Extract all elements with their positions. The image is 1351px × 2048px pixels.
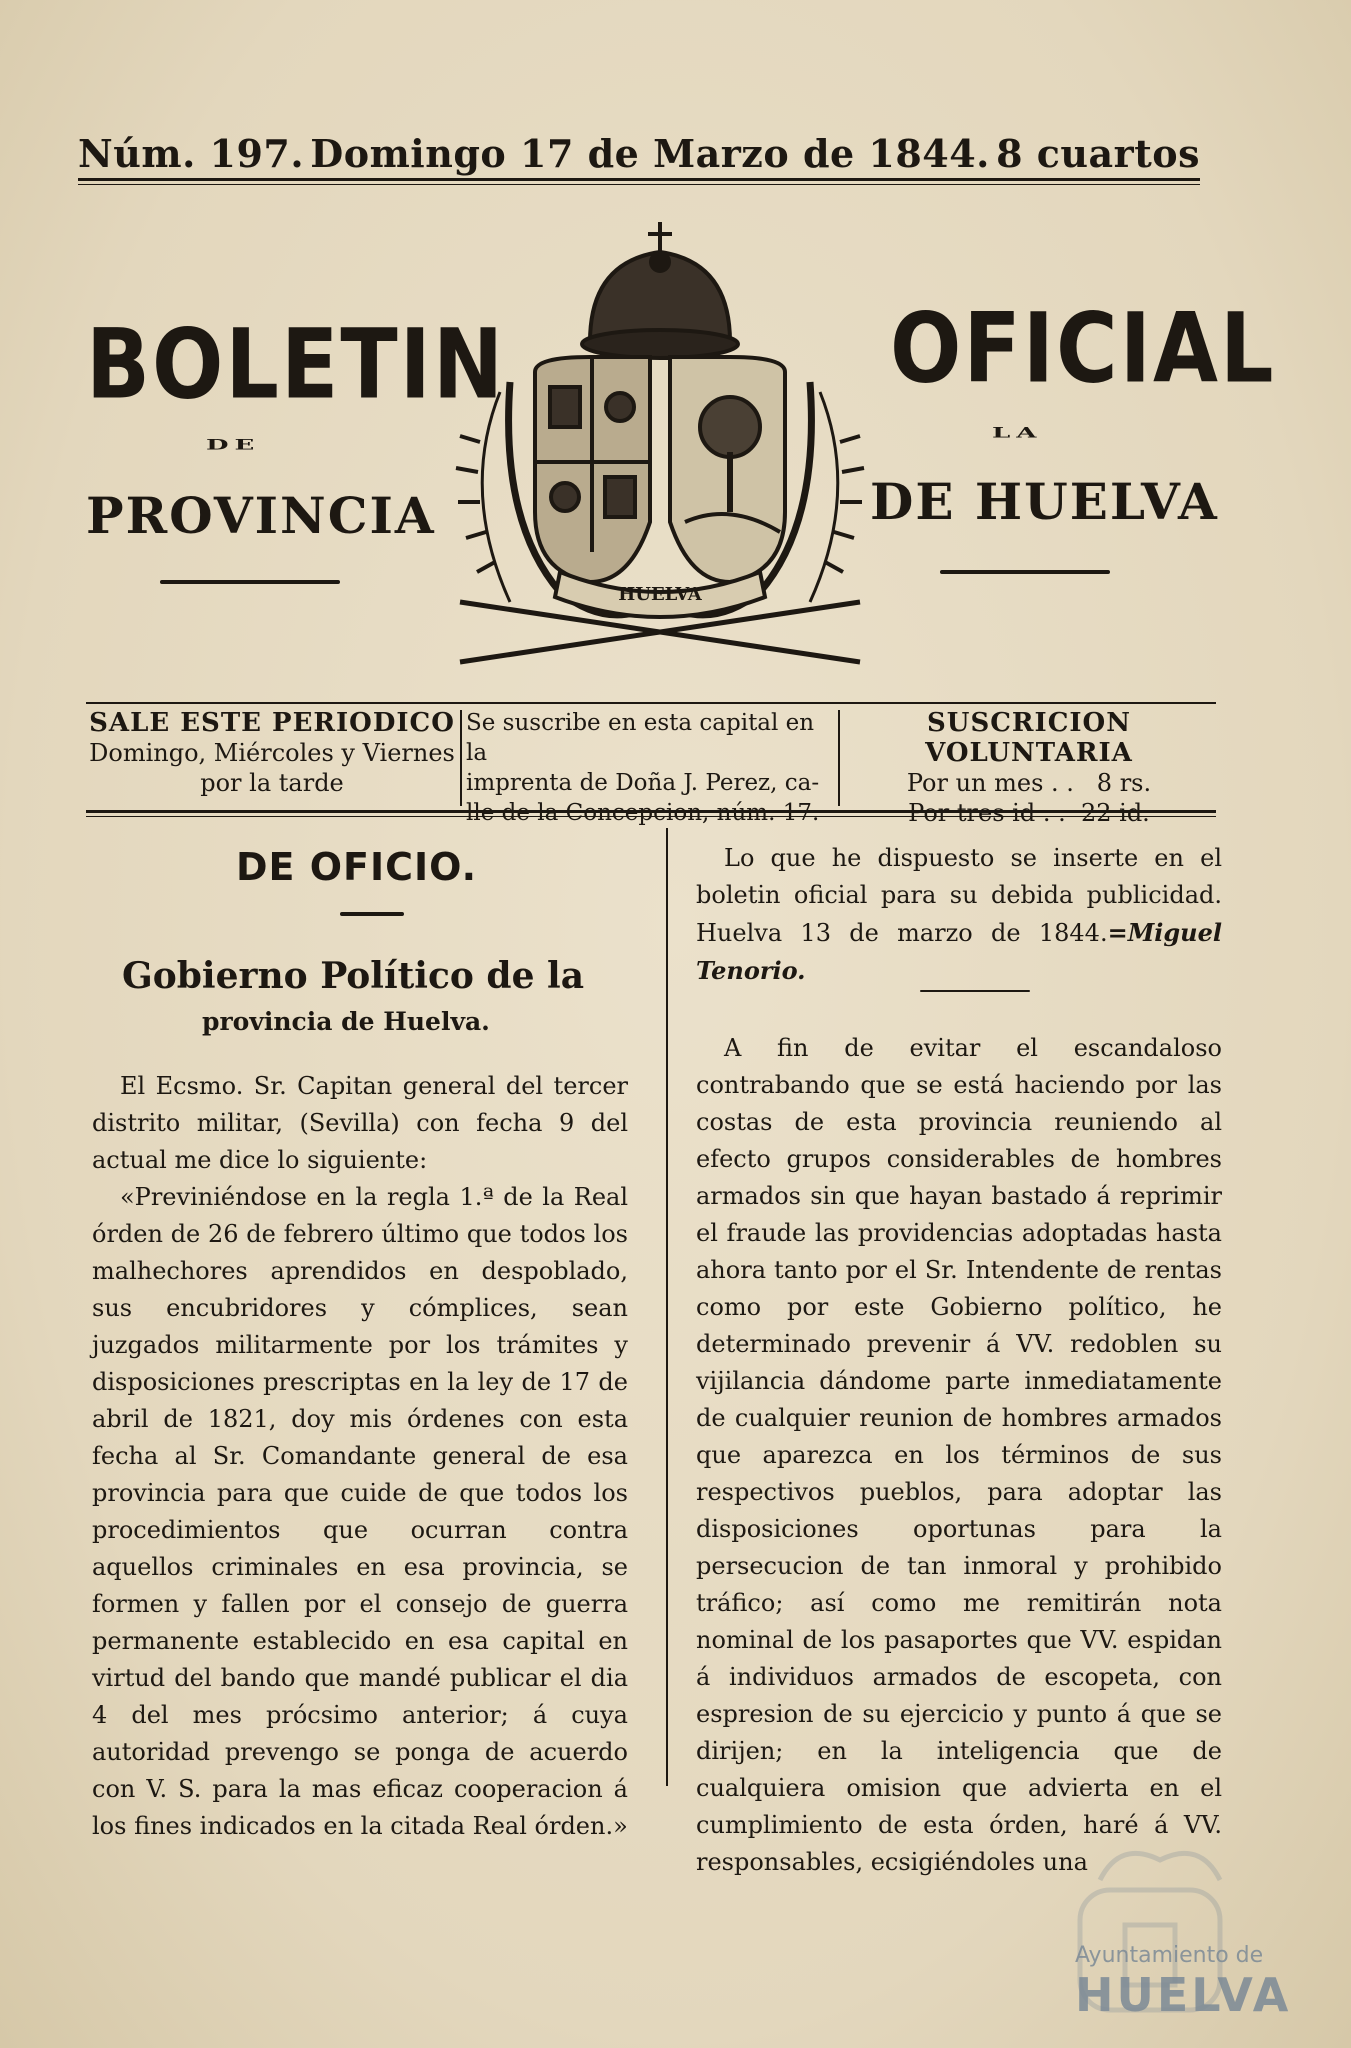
title-provincia: PROVINCIA	[86, 486, 436, 545]
paragraph	[696, 840, 1222, 990]
title-oficial: OFICIAL	[890, 292, 1276, 405]
info-divider-2	[838, 710, 840, 806]
title-de-huelva: DE HUELVA	[870, 472, 1219, 531]
right-column-body-2	[696, 1030, 1222, 1881]
flourish-right	[940, 570, 1110, 574]
info-rule-bottom	[86, 810, 1216, 817]
price-line2: Por tres id . . 22 id.	[908, 799, 1150, 827]
schedule-header: SALE ESTE PERIODICO	[89, 708, 455, 738]
issue-number: Núm. 197.	[78, 131, 305, 176]
price-line1: Por un mes . . 8 rs.	[906, 769, 1152, 797]
title-de: DE	[206, 436, 261, 454]
masthead	[78, 118, 1200, 176]
paragraph: El Ecsmo. Sr. Capitan general del tercer distrito militar, (Sevilla) con fecha 9 del actual me dice lo siguiente:	[92, 1072, 628, 1174]
paragraph: «Previniéndose en la regla 1.ª de la Real órden de 26 de febrero último que todos los malhechores aprendidos en despoblado, sus encubridores y cómplices, sean juzgados militarmente por los trámites y disposiciones prescriptas en la ley de 17 de abril de 1821, doy mis órdenes con esta fecha al Sr. Comandante general de esa provincia para que cuide de que todos los procedimientos que ocurran contra aquellos criminales en esa provincia, se formen y fallen por el consejo de guerra permanente establecido en esa capital en virtud del bando que mandé publicar el dia 4 del mes prócsimo anterior; á cuya autoridad prevengo se ponga de acuerdo con V. S. para la mas eficaz cooperacion á los fines indicados en la citada Real órden.»	[92, 1183, 628, 1840]
info-subscription-place	[466, 708, 834, 826]
masthead-rule	[78, 178, 1200, 185]
info-schedule	[86, 708, 458, 808]
left-column-body	[92, 1068, 628, 1845]
paragraph: A fin de evitar el escandaloso contrabando que se está haciendo por las costas de esta provincia reuniendo al efecto grupos considerables de hombres armados sin que hayan bastado á reprimir el fraude las providencias adoptadas hasta ahora tanto por el Sr. Intendente de rentas como por este Gobierno político, he determinado prevenir á VV. redoblen su vijilancia dándome parte inmediatamente de cualquier reunion de hombres armados que aparezca en los términos de sus respectivos pueblos, para adoptar las disposiciones oportunas para la persecucion de tan inmoral y prohibido tráfico; así como me remitirán nota nominal de los pasaportes que VV. espidan á individuos armados de escopeta, con espresion de su ejercicio y punto á que se dirijen; en la inteligencia que de cualquiera omision que advierta en el cumplimiento de esta órden, haré á VV. responsables, ecsigiéndoles una	[696, 1034, 1222, 1876]
place-line2: imprenta de Doña J. Perez, ca-	[466, 770, 820, 796]
column-divider	[666, 828, 668, 1786]
issue-price: 8 cuartos	[996, 131, 1200, 176]
schedule-line2: por la tarde	[200, 769, 344, 797]
ribbon-text: HUELVA	[618, 584, 702, 605]
right-column-body	[696, 840, 1222, 990]
article-heading: Gobierno Político de la	[122, 955, 585, 997]
coat-of-arms-emblem	[440, 222, 880, 677]
section-heading: DE OFICIO.	[236, 845, 478, 889]
schedule-line1: Domingo, Miércoles y Viernes	[89, 739, 455, 767]
separator-rule	[920, 990, 1030, 992]
place-line1: Se suscribe en esta capital en la	[466, 710, 815, 766]
watermark-text-top: Ayuntamiento de	[1075, 1943, 1264, 1968]
article-subheading: provincia de Huelva.	[202, 1007, 490, 1036]
title-la: LA	[992, 424, 1043, 442]
title-boletin: BOLETIN	[86, 308, 506, 421]
signature: =Miguel Tenorio.	[696, 918, 1222, 985]
watermark-text-bottom: HUELVA	[1075, 1968, 1292, 2022]
info-rule-top	[86, 702, 1216, 704]
price-header: SUSCRICION VOLUNTARIA	[925, 708, 1133, 768]
issue-date: Domingo 17 de Marzo de 1844.	[310, 131, 990, 176]
place-line3: lle de la Concepcion, núm. 17.	[466, 800, 820, 826]
section-ornament	[340, 912, 404, 916]
paragraph-text: Lo que he dispuesto se inserte en el boletin oficial para su debida publicidad. Huelva 13 de marzo de 1844.	[696, 844, 1222, 947]
info-subscription-price	[842, 708, 1216, 827]
info-divider-1	[460, 710, 462, 806]
flourish-left	[160, 580, 340, 584]
